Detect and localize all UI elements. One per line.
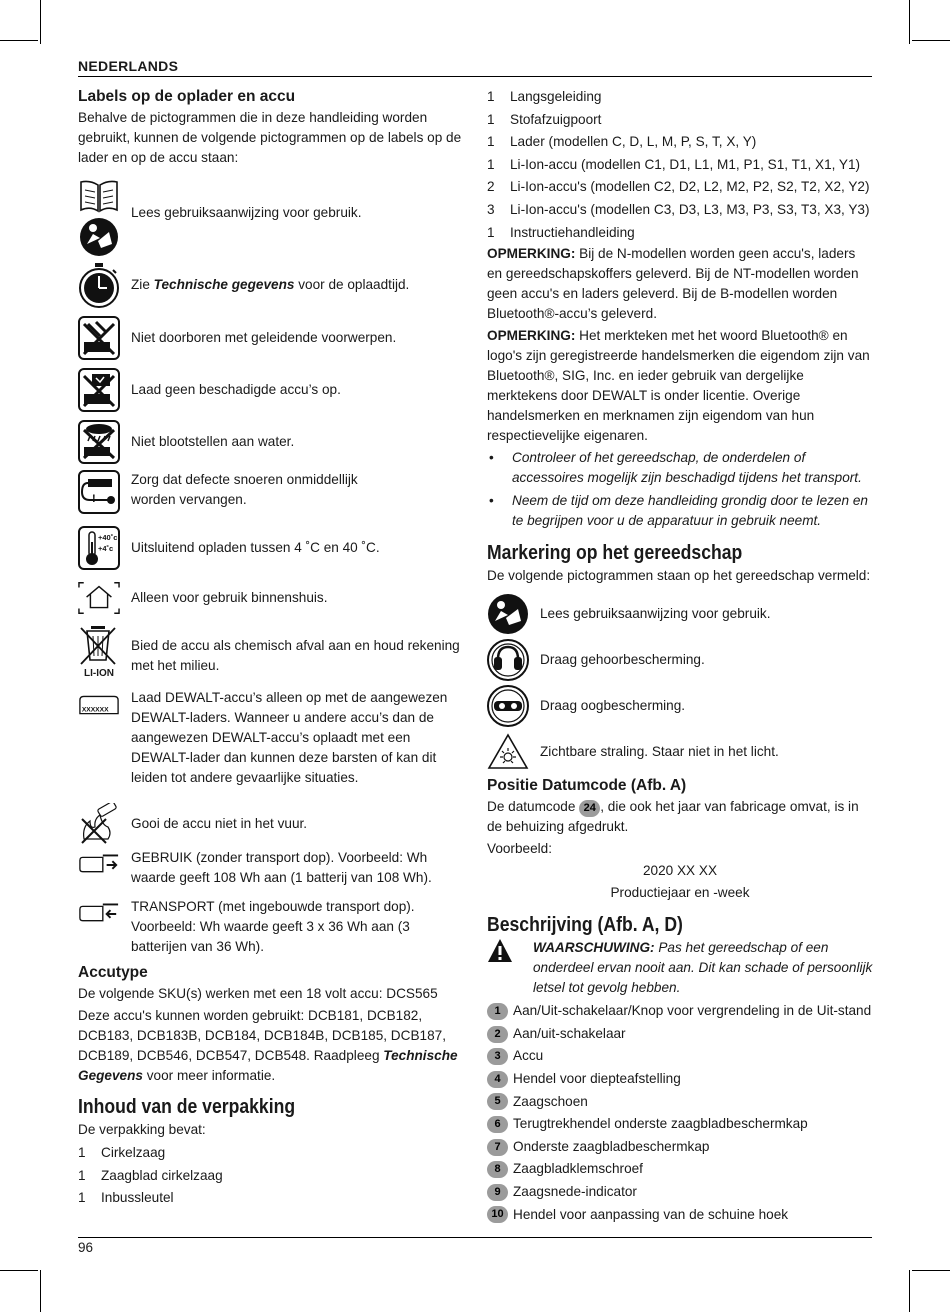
no-conductive-objects-icon — [78, 316, 120, 360]
no-damaged-battery-icon — [78, 368, 120, 412]
crop-mark — [0, 40, 38, 41]
label-item — [78, 418, 466, 466]
label-text: Niet doorboren met geleidende voorwerpen. — [131, 330, 397, 345]
example-label: Voorbeeld: — [487, 841, 553, 857]
read-manual-book-icon — [78, 178, 120, 258]
marking-item — [487, 637, 873, 683]
charger-code-label: XXXXXX — [81, 706, 109, 714]
label-text: Zie Technische gegevens voor de oplaadtijd. — [131, 277, 410, 292]
bullet-item: • Controleer of het gereedschap, de onderdelen of accessoires mogelijk zijn beschadigd tijdens het transport. — [489, 450, 862, 486]
li-ion-label: LI-ION — [84, 668, 114, 679]
labels-heading: Labels op de oplader en accu — [78, 88, 296, 105]
accutype-batteries: Deze accu's kunnen worden gebruikt: DCB181, DCB182, DCB183, DCB183B, DCB184, DCB184B, DCB185, DCB187, DCB189, DCB546, DCB547, DCB548. Raadpleeg Technische Gegevens voor meer informatie. — [78, 1008, 458, 1083]
component-item: 5 Zaagschoen — [487, 1091, 873, 1114]
label-item — [78, 804, 466, 844]
label-text: Bied de accu als chemisch afval aan en houd rekening met het milieu. — [131, 638, 460, 673]
marking-text: Zichtbare straling. Staar niet in het licht. — [540, 744, 779, 760]
crop-mark — [0, 1270, 38, 1271]
list-item: 1 Instructiehandleiding — [487, 224, 635, 240]
label-text: Zorg dat defecte snoeren onmiddellijk worden vervangen. — [131, 472, 358, 507]
marking-item — [487, 591, 873, 637]
crossed-bin-icon — [78, 624, 120, 680]
crop-mark — [912, 40, 950, 41]
contents-list-left — [78, 1142, 466, 1210]
stopwatch-icon — [78, 262, 120, 308]
component-item: 6 Terugtrekhendel onderste zaagbladbeschermkap — [487, 1113, 873, 1136]
label-item — [78, 897, 466, 959]
component-item: 2 Aan/uit-schakelaar — [487, 1023, 873, 1046]
component-item: 1 Aan/Uit-schakelaar/Knop voor vergrendeling in de Uit-stand — [487, 1000, 873, 1023]
ear-protection-icon — [487, 639, 529, 681]
datumcode-heading: Positie Datumcode (Afb. A) — [487, 777, 687, 795]
warning-triangle-icon — [487, 938, 527, 970]
label-item — [78, 470, 466, 520]
thermometer-icon — [78, 526, 120, 570]
usage-icon — [78, 852, 120, 878]
transport-icon — [78, 901, 120, 927]
bullet-item: • Neem de tijd om deze handleiding grondig door te lezen en te begrijpen voor u de apparatuur in gebruik neemt. — [489, 493, 868, 529]
read-manual-icon — [487, 593, 529, 635]
radiation-warning-icon — [487, 733, 529, 771]
component-item: 10 Hendel voor aanpassing van de schuine hoek — [487, 1204, 873, 1227]
inhoud-intro: De verpakking bevat: — [78, 1122, 206, 1137]
note-trademarks: OPMERKING: Het merkteken met het woord Bluetooth® en logo's zijn geregistreerde handelsmerken die eigendom zijn van Bluetooth®, SIG, Inc. en ieder gebruik van dergelijke merktekens door DEWALT is onder licentie. Overige handelsmerken en merknamen zijn eigendom van hun respectievelijke eigenaren. — [487, 328, 870, 444]
label-item — [78, 260, 466, 310]
accutype-sku: De volgende SKU(s) werken met een 18 volt accu: DCS565 — [78, 986, 438, 1001]
list-item: 2 Li-Ion-accu's (modellen C2, D2, L2, M2, P2, S2, T2, X2, Y2) — [487, 179, 870, 195]
charger-battery-icon — [78, 692, 120, 720]
warning-text: WAARSCHUWING: Pas het gereedschap of een onderdeel ervan nooit aan. Dit kan schade of persoonlijk letsel tot gevolg hebben. — [533, 940, 873, 996]
page-header: NEDERLANDS — [78, 58, 872, 77]
svg-text:+4˚c: +4˚c — [98, 544, 114, 553]
figure-callout-badge: 24 — [579, 800, 600, 817]
labels-intro: Behalve de pictogrammen die in deze handleiding worden gebruikt, kunnen de volgende pictogrammen op de labels op de lader en op de accu staan: — [78, 110, 462, 165]
marking-text: Lees gebruiksaanwijzing voor gebruik. — [540, 606, 771, 622]
label-text: Lees gebruiksaanwijzing voor gebruik. — [131, 205, 362, 220]
no-fire-icon — [78, 803, 120, 845]
markering-heading: Markering op het gereedschap — [487, 542, 743, 565]
label-text: GEBRUIK (zonder transport dop). Voorbeeld: Wh waarde geeft 108 Wh aan (1 batterij van 108 Wh). — [131, 850, 432, 885]
list-item: 1 Cirkelzaag — [78, 1145, 166, 1160]
crop-mark — [40, 1270, 41, 1312]
crop-mark — [909, 1270, 910, 1312]
label-text: Uitsluitend opladen tussen 4 ˚C en 40 ˚C. — [131, 540, 380, 555]
label-item — [78, 624, 466, 682]
component-item: 9 Zaagsnede-indicator — [487, 1181, 873, 1204]
example-code: 2020 XX XX — [642, 863, 718, 879]
label-item — [78, 688, 466, 794]
accutype-heading: Accutype — [78, 964, 148, 981]
defective-cord-icon — [78, 470, 120, 514]
label-item — [78, 178, 466, 258]
label-item — [78, 578, 466, 618]
crop-mark — [912, 1270, 950, 1271]
label-item — [78, 366, 466, 414]
label-item — [78, 524, 466, 572]
list-item: 1 Inbussleutel — [78, 1190, 174, 1206]
inhoud-heading: Inhoud van de verpakking — [78, 1096, 296, 1118]
component-item: 3 Accu — [487, 1045, 873, 1068]
marking-text: Draag oogbescherming. — [540, 698, 686, 714]
list-item: 3 Li-Ion-accu's (modellen C3, D3, L3, M3, P3, S3, T3, X3, Y3) — [487, 201, 870, 217]
crop-mark — [40, 0, 41, 44]
marking-item — [487, 683, 873, 729]
label-text: Gooi de accu niet in het vuur. — [131, 816, 308, 831]
svg-text:+40˚c: +40˚c — [98, 533, 118, 542]
component-item: 7 Onderste zaagbladbeschermkap — [487, 1136, 873, 1159]
marking-item — [487, 729, 873, 775]
label-item — [78, 848, 466, 890]
label-text: TRANSPORT (met ingebouwde transport dop). Voorbeeld: Wh waarde geeft 3 x 36 Wh aan (3 batterijen van 36 Wh). — [131, 899, 415, 954]
svg-text:!: ! — [92, 493, 96, 505]
crop-mark — [909, 0, 910, 44]
list-item: 1 Zaagblad cirkelzaag — [78, 1167, 223, 1183]
note-models: OPMERKING: Bij de N-modellen worden geen accu's, laders en gereedschapskoffers geleverd. Bij de NT-modellen worden geen accu's en laders geleverd. Bij de B-modellen worden Bluetooth®-accu’s geleverd. — [487, 246, 859, 322]
markering-intro: De volgende pictogrammen staan op het gereedschap vermeld: — [487, 568, 871, 584]
indoor-house-icon — [78, 581, 120, 615]
list-item: 1 Langsgeleiding — [487, 89, 602, 104]
left-column — [78, 86, 466, 1210]
label-text: Alleen voor gebruik binnenshuis. — [131, 590, 328, 605]
component-item: 8 Zaagbladklemschroef — [487, 1158, 873, 1181]
component-list — [487, 1000, 873, 1226]
list-item: 1 Lader (modellen C, D, L, M, P, S, T, X, Y) — [487, 134, 757, 150]
label-item — [78, 314, 466, 362]
no-water-icon — [78, 420, 120, 464]
page-number: 96 — [78, 1237, 872, 1255]
component-item: 4 Hendel voor diepteafstelling — [487, 1068, 873, 1091]
label-text: Laad geen beschadigde accu’s op. — [131, 382, 341, 397]
right-column — [487, 86, 873, 1226]
contents-list-right — [487, 86, 873, 244]
list-item: 1 Li-Ion-accu (modellen C1, D1, L1, M1, P1, S1, T1, X1, Y1) — [487, 156, 861, 172]
label-text: Laad DEWALT-accu’s alleen op met de aangewezen DEWALT-laders. Wanneer u andere accu’s dan de aangewezen DEWALT-accu’s oplaadt met een DEWALT-lader dan kunnen deze barsten of kan dit leiden tot andere gevaarlijke situaties. — [131, 690, 448, 785]
warning-block — [487, 938, 873, 998]
list-item: 1 Stofafzuigpoort — [487, 111, 602, 127]
datumcode-text: De datumcode 24 , die ook het jaar van fabricage omvat, is in de behuizing afgedrukt. — [487, 799, 859, 835]
beschrijving-heading: Beschrijving (Afb. A, D) — [487, 914, 683, 937]
label-text: Niet blootstellen aan water. — [131, 434, 295, 449]
eye-protection-icon — [487, 685, 529, 727]
example-caption: Productiejaar en -week — [610, 885, 750, 901]
marking-text: Draag gehoorbescherming. — [540, 652, 705, 668]
